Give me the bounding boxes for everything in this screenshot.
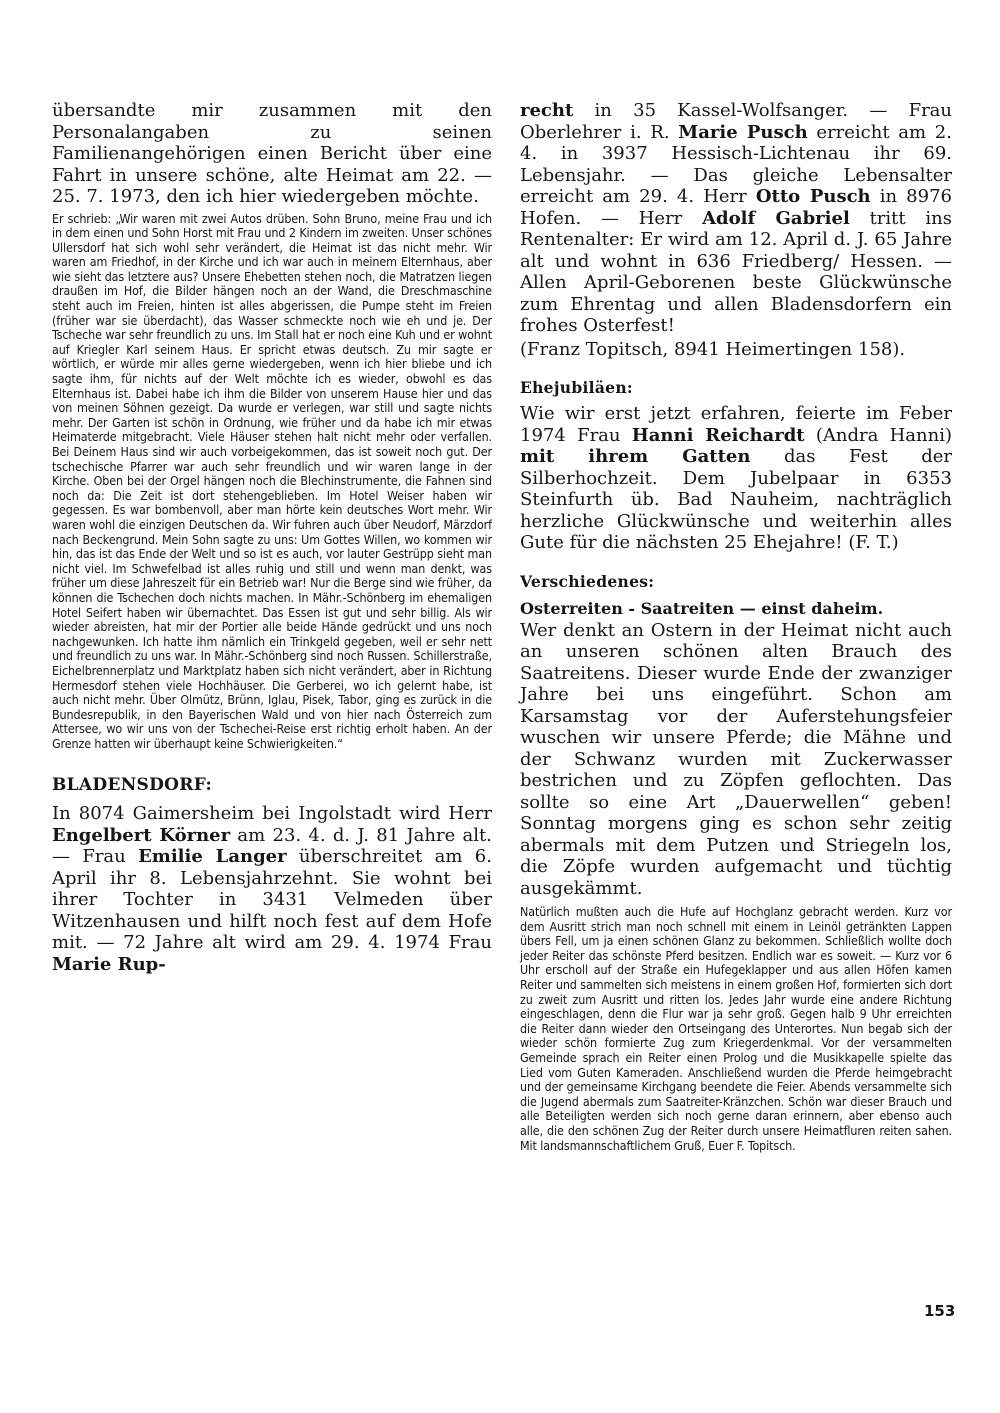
signature-line: (Franz Topitsch, 8941 Heimertingen 158).	[520, 338, 906, 360]
right-column	[520, 100, 952, 1153]
person-name: mit ihrem Gatten	[520, 446, 751, 467]
section-heading-ehejubilaeen: Ehejubiläen:	[520, 378, 633, 397]
letter-text: Er schrieb: „Wir waren mit zwei Autos drüben. Sohn Bruno, meine Frau und ich in dem einen und Sohn Horst mit Frau und 2 Kindern im zweiten. Unser schönes Ullersdorf hat sich wohl sehr verändert, die Heimat ist das nicht mehr. Wir waren am Friedhof, in der Kirche und ich war auch in meinem Elternhaus, aber wie sieht das letztere aus? Unsere Ehebetten stehen noch, die Matratzen liegen draußen im Hof, die Bilder hängen noch an der Wand, die Dreschmaschine steht auch im Freien, hinten ist alles abgerissen, die Pumpe steht im Freien (früher war sie überdacht), das Wasser schmeckte noch wie eh und je. Der Tscheche war sehr freundlich zu uns. Im Stall hat er noch eine Kuh und er wohnt auf Kriegler Karl seinem Haus. Er spricht etwas deutsch. Zu mir sagte er wörtlich, er würde mir alles gerne wiedergeben, wenn ich hier bliebe und ich sagte ihm, für nichts auf der Welt möchte ich es wieder, obwohl es das Elternhaus ist. Dabei habe ich ihm die Bilder von unserem Hause hier und das von meinen Söhnen gezeigt. Da wurde er verlegen, war still und sagte nichts mehr. Der Garten ist schön in Ordnung, wie früher und da habe ich mir etwas Heimaterde mitgebracht. Viele Häuser stehen halt nicht mehr oder verfallen. Bei Deinem Haus sind wir auch vorbeigekommen, das ist soweit noch gut. Der tschechische Pfarrer war auch sehr freundlich und wir waren lange in der Kirche. Oben bei der Orgel hängen noch die Blechinstrumente, die Fahnen sind noch da: Die Zeit ist dort stehengeblieben. Im Hotel Weiser haben wir gegessen. Es war bombenvoll, aber man hörte kein deutsches Wort mehr. Wir waren wohl die einzigen Deutschen da. Wir fuhren auch über Neudorf, Märzdorf nach Beckengrund. Mein Sohn sagte zu uns: Um Gottes Willen, wo kommen wir hin, das ist das Ende der Welt und so ist es auch, vor lauter Gestrüpp sieht man nicht viel. Im Schwefelbad ist alles ruhig und still und wenn man denkt, was früher um diese Jahreszeit für ein Betrieb war! Nur die Berge sind wie früher, da können die Tschechen doch nichts machen. In Mähr.-Schönberg im ehemaligen Hotel Seifert haben wir übernachtet. Das Essen ist gut und sehr billig. Als wir wieder abreisten, hat mir der Portier alle beide Hände gedrückt und uns noch nachgewunken. Ich hatte ihm nämlich ein Trinkgeld gegeben, weil er sehr nett und freundlich zu uns war. In Mähr.-Schönberg sind noch Russen. Schillerstraße, Eichelbrennerplatz und Marktplatz haben sich nicht verändert, aber in Richtung Hermesdorf stehen viele Hochhäuser. Die Gerberei, wo ich gelernt habe, ist auch nicht mehr. Über Olmütz, Brünn, Iglau, Pisek, Tabor, ging es zurück in die Bundesrepublik, in den Bayerischen Wald und von hier nach Österreich zum Attersee, wo wir uns von der Tschechei-Reise erst richtig erholt haben. An der Grenze hatten wir überhaupt keine Schwierigkeiten.“	[52, 210, 493, 751]
person-name: Marie Pusch	[678, 121, 808, 143]
birthdays-paragraph: recht in 35 Kassel-Wolfsanger. — Frau Oberlehrer i. R. Marie Pusch erreicht am 2. 4. in 3937 Hessisch-Lichtenau ihr 69. Lebensjahr. — Das gleiche Lebensalter erreicht am 29. 4. Herr Otto Pusch in 8976 Hofen. — Herr Adolf Gabriel tritt ins Rentenalter: Er wird am 12. April d. J. 65 Jahre alt und wohnt in 636 Friedberg/ Hessen. — Allen April-Geborenen beste Glückwünsche zum Ehrentag und allen Bladensdorfern ein frohes Osterfest!	[520, 100, 952, 336]
osterreiten-continued: Natürlich mußten auch die Hufe auf Hochglanz gebracht werden. Kurz vor dem Ausritt strich man noch schnell mit einem in Leinöl getränkten Lappen übers Fell, um ja einen schönen Glanz zu bekommen. Schließlich wollte doch jeder Reiter das schönste Pferd besitzen. Endlich war es soweit. — Kurz vor 6 Uhr erscholl auf der Straße ein Hufegeklapper und aus allen Höfen kamen Reiter und sammelten sich meistens in einem großen Hof, formierten sich dort zu zweit zum Ausritt und ritten los. Jedes Jahr wurde eine andere Richtung eingeschlagen, denn die Flur war ja sehr groß. Gegen halb 9 Uhr erreichten die Reiter dann wieder den Ortseingang des Unterortes. Nun begab sich der wieder schön formierte Zug zum Kriegerdenkmal. Vor der versammelten Gemeinde sprach ein Reiter einen Prolog und die Musikkapelle spielte das Lied vom Guten Kameraden. Anschließend wurden die Pferde heimgebracht und der gemeinsame Kirchgang beendete die Feier. Abends versammelte sich die Jugend abermals zum Saatreiter-Kränzchen. Schön war dieser Brauch und alle Beteiligten werden sich noch gerne daran erinnern, aber ebenso auch alle, die den schönen Zug der Reiter durch unsere Heimatfluren reiten sahen. Mit landsmannschaftlichem Gruß, Euer F. Topitsch.	[520, 904, 952, 1153]
person-name: Emilie Langer	[138, 846, 287, 868]
person-name: Adolf Gabriel	[702, 207, 850, 229]
page-number: 153	[924, 1302, 956, 1320]
left-column	[52, 100, 492, 975]
section-heading-verschiedenes: Verschiedenes:	[520, 571, 655, 591]
osterreiten-paragraph: Wer denkt an Ostern in der Heimat nicht auch an unseren schönen alten Brauch des Saatreitens. Dieser wurde Ende der zwanziger Jahre bei uns eingeführt. Schon am Karsamstag vor der Auferstehungsfeier wuschen wir unsere Pferde; die Mähne und der Schwanz wurden mit Zuckerwasser bestrichen und zu Zöpfen geflochten. Das sollte so eine Art „Dauerwellen“ geben! Sonntag morgens ging es schon sehr zeitig abermals mit dem Putzen und Striegeln los, die Zöpfe wurden aufgemacht und tüchtig ausgekämmt.	[520, 619, 952, 899]
intro-paragraph: übersandte mir zusammen mit den Personalangaben zu seinen Familienangehörigen einen Bericht über eine Fahrt in unsere schöne, alte Heimat am 22. — 25. 7. 1973, den ich hier wiedergeben möchte.	[52, 100, 492, 207]
bladensdorf-paragraph: In 8074 Gaimersheim bei Ingolstadt wird Herr Engelbert Körner am 23. 4. d. J. 81 Jahre alt. — Frau Emilie Langer überschreitet am 6. April ihr 8. Lebensjahrzehnt. Sie wohnt bei ihrer Tochter in 3431 Velmeden über Witzenhausen und hilft noch fest auf dem Hofe mit. — 72 Jahre alt wird am 29. 4. 1974 Frau Marie Rup-	[52, 803, 492, 975]
person-name: Engelbert Körner	[52, 824, 231, 846]
person-name: Hanni Reichardt	[631, 424, 805, 446]
person-name: Otto Pusch	[755, 186, 871, 207]
article-subheading: Osterreiten - Saatreiten — einst daheim.	[520, 598, 884, 618]
person-name: Marie Rup-	[52, 953, 166, 975]
ehejubilaeen-paragraph: Wie wir erst jetzt erfahren, feierte im Feber 1974 Frau Hanni Reichardt (Andra Hanni) mit ihrem Gatten das Fest der Silberhochzeit. Dem Jubelpaar in 6353 Steinfurth üb. Bad Nauheim, nachträglich herzliche Glückwünsche und weiterhin alles Gute für die nächsten 25 Ehejahre! (F. T.)	[520, 403, 953, 553]
section-heading-bladensdorf: BLADENSDORF:	[52, 775, 213, 796]
